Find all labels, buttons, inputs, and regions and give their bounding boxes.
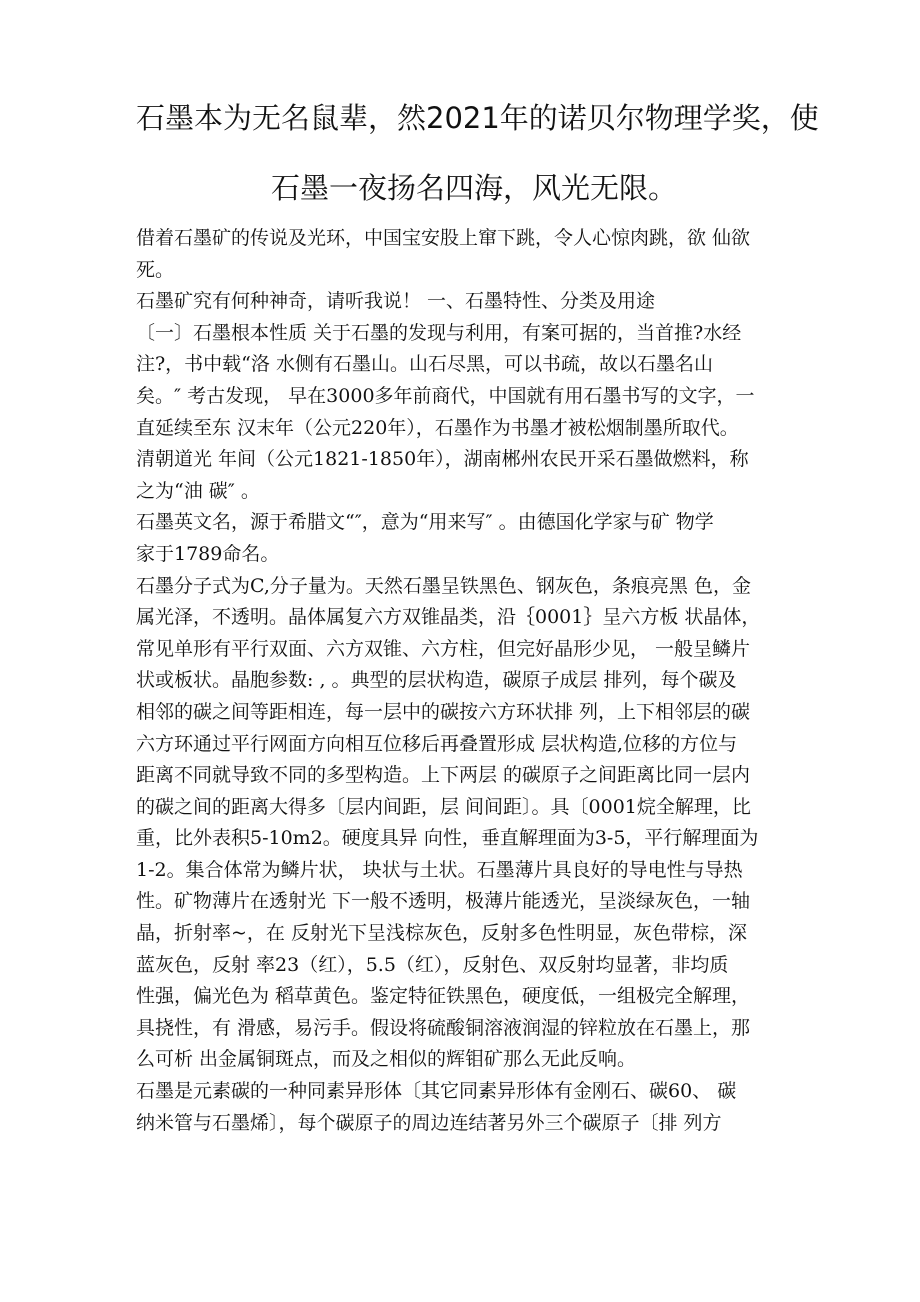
- title-line-2: 石墨一夜扬名四海，风光无限。: [271, 171, 678, 205]
- text-line: 1-2。集合体常为鳞片状， 块状与土状。石墨薄片具良好的导电性与导热: [136, 858, 743, 881]
- text-line: 距离不同就导致不同的多型构造。上下两层 的碳原子之间距离比同一层内: [136, 764, 751, 787]
- text-line: 晶，折射率~，在 反射光下呈浅棕灰色，反射多色性明显，灰色带棕，深: [136, 922, 747, 945]
- text-line: 家于1789命名。: [136, 542, 280, 565]
- text-line: 状或板状。晶胞参数: , 。典型的层状构造，碳原子成层 排列，每个碳及: [136, 669, 737, 692]
- text-line: 重，比外表积5-10m2。硬度具异 向性，垂直解理面为3-5，平行解理面为: [136, 827, 759, 850]
- text-line: 之为“油 碳″ 。: [136, 479, 260, 502]
- text-line: 常见单形有平行双面、六方双锥、六方柱，但完好晶形少见， 一般呈鳞片: [136, 637, 751, 660]
- text-line: 的碳之间的距离大得多〔层内间距，层 间间距〕。具〔0001烷全解理，比: [136, 795, 751, 818]
- text-line: 清朝道光 年间（公元1821-1850年），湖南郴州农民开采石墨做燃料，称: [136, 448, 749, 471]
- text-line: 矣。″ 考古发现， 早在3000多年前商代，中国就有用石墨书写的文字，一: [136, 384, 755, 407]
- text-line: 注?，书中载“洛 水侧有石墨山。山石尽黑，可以书疏，故以石墨名山: [136, 353, 713, 376]
- paragraph-allotropes: [136, 1076, 806, 1139]
- text-line: 蓝灰色，反射 率23（红），5.5（红），反射色、双反射均显著，非均质: [136, 953, 729, 976]
- text-line: 性。矿物薄片在透射光 下一般不透明，极薄片能透光，呈淡绿灰色，一轴: [136, 890, 751, 913]
- text-line: 么可析 出金属铜斑点，而及之相似的辉钼矿那么无此反响。: [136, 1048, 637, 1071]
- text-line: 六方环通过平行网面方向相互位移后再叠置形成 层状构造,位移的方位与: [136, 732, 738, 755]
- text-line: 石墨英文名，源于希腊文“″，意为“用来写″ 。由德国化学家与矿 物学: [136, 511, 714, 534]
- text-line: 纳米管与石墨烯〕，每个碳原子的周边连结著另外三个碳原子〔排 列方: [136, 1111, 722, 1134]
- text-line: 属光泽，不透明。晶体属复六方双锥晶类，沿｛0001｝呈六方板 状晶体，: [136, 606, 761, 629]
- paragraph-intro: [136, 223, 806, 286]
- text-line: 性强，偏光色为 稻草黄色。鉴定特征铁黑色，硬度低，一组极完全解理，: [136, 985, 751, 1008]
- paragraph-history: [136, 318, 806, 508]
- text-line: 〔一〕石墨根本性质 关于石墨的发现与利用，有案可据的，当首推?水经: [136, 321, 742, 344]
- paragraph-etymology: [136, 507, 806, 570]
- paragraph-properties: [136, 571, 806, 1077]
- text-line: 石墨是元素碳的一种同素异形体〔其它同素异形体有金刚石、碳60、 碳: [136, 1080, 737, 1103]
- title-line-1: 石墨本为无名鼠辈，然2021年的诺贝尔物理学奖，使: [136, 101, 819, 135]
- text-line: 具挠性，有 滑感，易污手。假设将硫酸铜溶液润湿的锌粒放在石墨上，那: [136, 1016, 751, 1039]
- text-line: 石墨矿究有何种神奇，请听我说！ 一、石墨特性、分类及用途: [136, 290, 656, 313]
- paragraph-section-heading: [136, 286, 806, 318]
- text-line: 借着石墨矿的传说及光环，中国宝安股上窜下跳，令人心惊肉跳，欲 仙欲: [136, 227, 751, 249]
- text-line: 直延续至东 汉末年（公元220年），石墨作为书墨才被松烟制墨所取代。: [136, 416, 739, 439]
- text-line: 死。: [136, 258, 175, 281]
- text-line: 石墨分子式为C,分子量为。天然石墨呈铁黑色、钢灰色，条痕亮黑 色，金: [136, 574, 751, 597]
- text-line: 相邻的碳之间等距相连，每一层中的碳按六方环状排 列，上下相邻层的碳: [136, 700, 751, 723]
- document-body: [136, 223, 806, 1139]
